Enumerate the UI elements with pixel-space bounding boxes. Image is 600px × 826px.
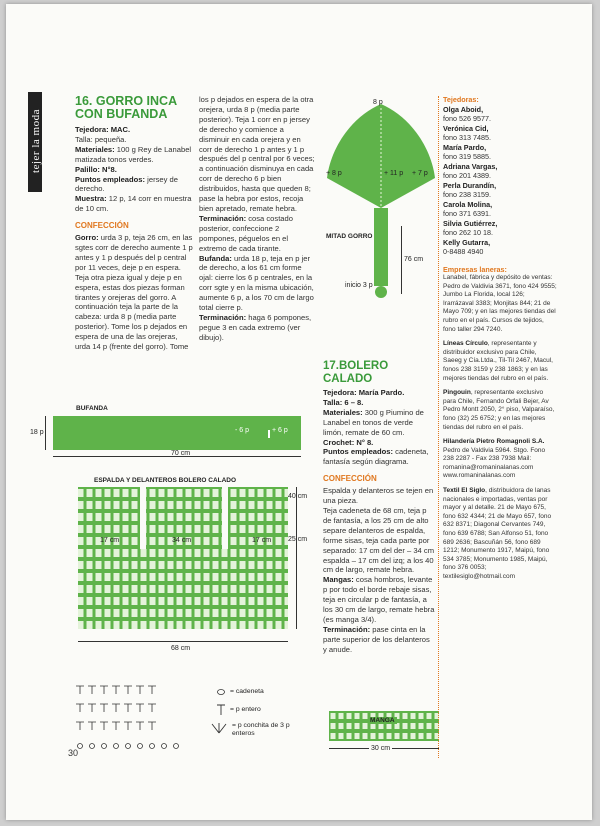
tejedora-entry [443,124,557,143]
lineas-text: , representante y distribuidor exclusivo para Chile, Saeeg y Cía.Ltda., Til-Til 2467, Macul, fonos 238 3159 y 238 1863; y en las mejores tiendas del rubro en el país. [443,340,553,382]
bolero-materiales-label: Materiales: [323,407,363,417]
tejedora-entry [443,200,557,219]
gorro-height-line [401,226,402,294]
tejedora-phone: fono 201 4389. [443,171,491,180]
gorro-palillo: Palillo: N°8. [75,164,117,174]
bolero-puntos-label: Puntos empleados: [323,447,394,457]
tejedora-name: Kelly Gutarra, [443,237,491,247]
bufanda-length: 70 cm [171,450,191,457]
muestra-label: Muestra: [75,194,107,204]
bufanda-terminacion [199,313,315,343]
bolero-materiales [323,408,435,438]
gorro-continued-text: los p dejados en espera de la otra orejera, urda 8 p (media parte posterior). Teja 1 corr en p jersey de derecho y comience a disminuir en cada orejera y en corr de derecho 1 p antes y 1 p después del p central por 6 veces; a continuación disminuya en cada corr de derecho 6 p bien distribuidos, hasta que queden 8; pase la hebra por estos, recoja bien apretado, remate hebra. [199,95,315,213]
puntos-text: jersey de derecho. [75,174,178,194]
gorro-muestra [75,194,193,214]
bufanda-width: 18 p [30,429,44,436]
bolero-confeccion-heading: CONFECCIÓN [323,474,377,484]
gorro-terminacion [199,214,315,254]
page-number: 30 [68,748,79,758]
espalda-width-right: 17 cm [252,537,272,544]
materiales-label: Materiales: [75,144,115,154]
gorro-talla: Talla: pequeña. [75,134,127,144]
terminacion-text: cosa costado posterior, confeccione 2 pompones, péguelos en el extremo de cada tirante. [199,213,293,253]
manga-label: MANGA [370,717,395,724]
materiales-text: 100 g Rey de Lanabel matizada tonos verdes. [75,144,192,164]
bufanda-text: urda 18 p, teja en p jer de derecho, a los 61 cm forme ojal: cierre los 6 p centrales, en la corr sgte y en la misma ubicación, aumente 6 p, a los 70 cm de largo total cierre p. [199,253,314,313]
textil-text: , distribuidora de lanas nacionales e importadas, ventas por mayor y al detalle. 21 de Mayo 675, fono 632 4344; 21 de Mayo 657, fono 632 8371; Diagonal Cervantes 749, fono 639 6788; San Alfonso 51, fono 689 2636; Bascuñán 56, fono 689 1212; Monumento 1917, Maipú, fono 534 3785; Monumento 1985, Maipú, fono 376 0053; textilesiglo@hotmail.com [443,487,552,580]
bolero-title: 17.BOLERO CALADO [323,360,389,385]
section-label: tejer la moda [30,109,42,173]
terminacion2-text: haga 6 pompones, pegue 3 en cada extremo (ver dibujo). [199,312,312,342]
cadeneta-icon [216,688,226,696]
espalda-diagram [76,487,291,637]
tejedora-phone: fono 371 6391. [443,209,491,218]
gorro-text: urda 3 p, teja 26 cm, en las sgtes corr de derecho aumente 1 p antes y 1 p después del p central por 11 veces, deje p en espera. Teja otra pieza igual y deje p en espera, estas dos piezas forman tirantes y orejeras del gorro. A continuación teja la parte de la cabeza: urda 8 p (media parte posterior). Tome los p dejados en espera de una de las orejeras, urda 14 p (frente del gorro). Tome [75,233,193,352]
legend-entero: = p entero [230,706,261,713]
lineas-name: Líneas Círculo [443,340,488,348]
bolero-terminacion-label: Terminación: [323,624,371,634]
tejedora-name: Carola Molina, [443,199,493,209]
gorro-label: Gorro: [75,233,99,243]
gorro-left-count: + 8 p [326,170,342,177]
pingouin-name: Pingouin [443,389,471,397]
manga-width: 30 cm [371,745,391,752]
gorro-title: 16. GORRO INCA CON BUFANDA [75,94,177,121]
gorro-right-count: + 7 p [412,170,428,177]
gorro-tejedora: Tejedora: MAC. [75,125,131,134]
bolero-materiales-text: 300 g Piumino de Lanabel en tonos de verde limón, remate de 60 cm. [323,407,424,437]
bufanda-ojal [268,430,270,438]
bolero-crochet: Crochet: N° 8. [323,437,374,447]
bolero-column [323,360,435,655]
tejedora-name: Perla Durandín, [443,180,497,190]
tejedora-phone: fono 238 3159. [443,190,491,199]
terminacion2-label: Terminación: [199,312,247,322]
gorro-puntos [75,175,193,195]
tejedora-entry [443,219,557,238]
hilanderia-name: Hilandería Pietro Romagnoli S.A. [443,438,545,446]
gorro-instructions [75,233,193,352]
conchita-icon [209,722,229,734]
gorro-diagram-label: MITAD GORRO [326,233,373,240]
textil-name: Textil El Siglo [443,487,486,495]
gorro-confeccion-heading: CONFECCIÓN [75,221,129,231]
bolero-tejedora: Tejedora: María Pardo. [323,388,405,397]
lanabel-info: Lanabel, fábrica y depósito de ventas: Pedro de Valdivia 3671, fono 424 9555; Jumbo La Florida, local 126; Irarrázaval 3383; Monjitas 844; 21 de Mayo 709; y en las mejores tiendas del rubro en el país. Cursos de tejidos, fono taller 294 7240. [443,274,557,333]
espalda-bottom-width: 68 cm [171,645,191,652]
bufanda-width-line [45,416,46,450]
pingouin-info [443,389,557,432]
gorro-column-2 [199,95,315,343]
section-tab [28,92,42,192]
bufanda-label: Bufanda: [199,253,232,263]
bufanda-ojal-minus: - 6 p [235,427,250,434]
espalda-width-center: 34 cm [172,537,192,544]
puntos-label: Puntos empleados: [75,174,146,184]
espalda-width-left: 17 cm [100,537,120,544]
bolero-puntos [323,447,435,467]
gorro-column [75,95,193,352]
gorro-diagram [319,96,443,306]
bolero-text2: Teja cadeneta de 68 cm, teja p de fantasía, a los 25 cm de alto separe delanteros de espalda, forme sisas, teja cada parte por separado: 17 cm del der – 34 cm espalda – 17 cm del izq; a los 40 cm de largo, remate hebra. [323,505,435,575]
mangas-label: Mangas: [323,575,354,585]
tejedora-phone: fono 262 10 18. [443,228,493,237]
bolero-text1: Espalda y delanteros se tejen en una pieza. [323,486,434,506]
legend-cadeneta: = cadeneta [230,688,264,695]
espalda-height-total: 40 cm [288,493,308,500]
sidebar-divider [438,96,439,758]
espalda-bottom-line [78,641,288,642]
hilanderia-info: Pedro de Valdivia 5964. Stgo. Fono 238 2287 - Fax 238 7938 Mail: romanina@romaninalanas.com www.romaninalanas.com [443,446,546,480]
tejedora-phone: fono 319 5885. [443,152,491,161]
tejedora-entry [443,162,557,181]
bufanda-instructions [199,254,315,313]
tejedora-entry [443,105,557,124]
gorro-top-count: 8 p [373,99,383,106]
gorro-height: 76 cm [404,256,424,263]
legend-conchita: = p conchita de 3 p enteros [232,722,290,737]
espalda-diagram-label: ESPALDA Y DELANTEROS BOLERO CALADO [94,477,237,484]
bufanda-diagram-label: BUFANDA [76,405,108,412]
espalda-height-lower: 25 cm [288,536,308,543]
muestra-text: 12 p, 14 corr en muestra de 10 cm. [75,194,192,214]
stitch-chart [74,680,194,752]
bolero-terminacion-text: pase cinta en la parte superior de los delanteros y anude. [323,624,430,654]
mangas-text: cosa hombros, levante p por todo el borde rebaje sisas, teja en circular p de fantasía, a los 30 cm de largo, remate hebra (es manga 3/4). [323,575,435,624]
tejedora-name: Adriana Vargas, [443,161,498,171]
espalda-height-line [296,487,297,629]
tejedora-name: Olga Aboid, [443,104,484,114]
magazine-page [6,4,592,820]
bolero-talla: Talla: 6 – 8. [323,397,364,407]
tejedora-name: Silvia Gutiérrez, [443,218,498,228]
pingouin-text: , representante exclusivo para Chile, Fernando Orfali Bejer, Av Pedro Montt 2050, 2° piso, Valparaíso, fono (32) 25 6752; y en las mejores tiendas del rubro en el país. [443,389,555,431]
lineas-info [443,340,557,383]
gorro-start: inicio 3 p [345,282,373,289]
tejedora-entry [443,181,557,200]
gorro-materiales [75,145,193,165]
tejedora-phone: fono 313 7485. [443,133,491,142]
bolero-mangas [323,575,435,625]
bufanda-ojal-plus: + 6 p [272,427,288,434]
manga-diagram [329,711,439,743]
tejedoras-title: Tejedoras: [443,95,479,104]
tejedora-entry [443,238,557,257]
tejedora-name: Verónica Cid, [443,123,489,133]
tejedora-name: María Pardo, [443,142,487,152]
entero-icon [216,704,226,716]
bolero-terminacion [323,625,435,655]
bolero-puntos-text: cadeneta, fantasía según diagrama. [323,447,429,467]
textil-info [443,487,557,582]
empresas-title: Empresas laneras: [443,264,507,274]
bufanda-shape [53,416,301,450]
sidebar [443,95,557,582]
tejedora-entry [443,143,557,162]
tejedora-phone: fono 526 9577. [443,114,491,123]
gorro-center-count: + 11 p [384,170,404,177]
tejedora-phone: 0-8488 4940 [443,247,484,256]
terminacion-label: Terminación: [199,213,247,223]
